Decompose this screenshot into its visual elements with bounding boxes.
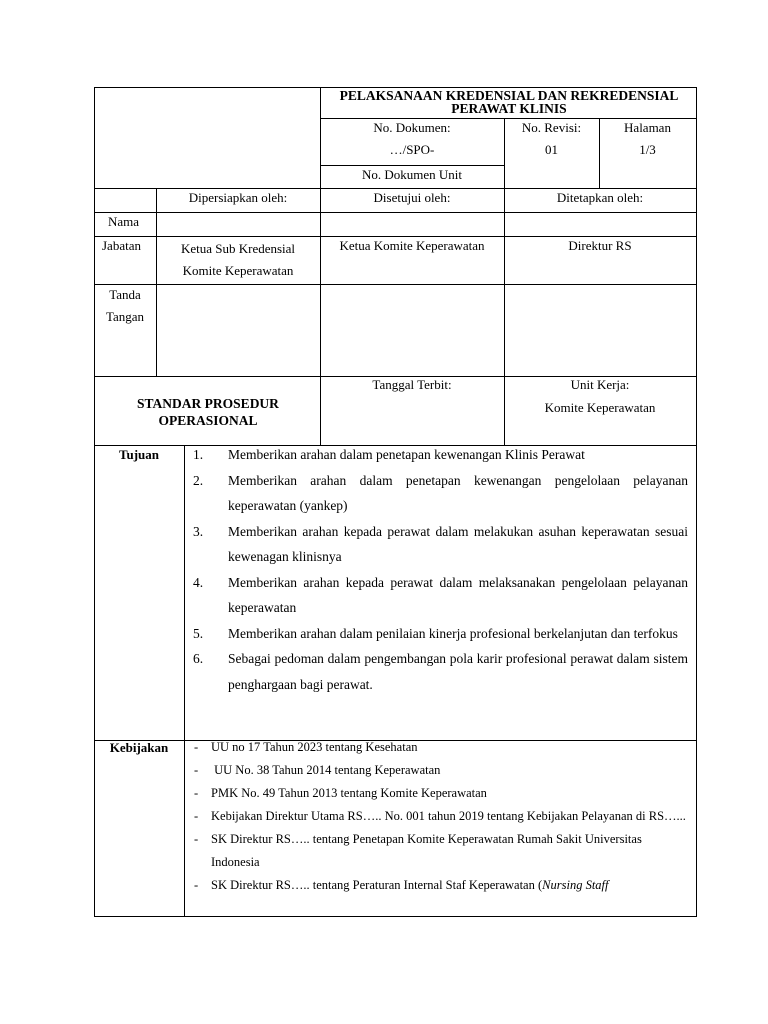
kebijakan-item	[186, 782, 686, 805]
tujuan-list	[186, 442, 688, 697]
kebijakan-item-dash: -	[194, 786, 199, 800]
section-label-divider	[184, 445, 185, 917]
unit-kerja-label: Unit Kerja:	[570, 377, 630, 392]
halaman-label: Halaman	[624, 120, 671, 135]
dokumen-unit-divider	[320, 165, 504, 166]
tujuan-item-number: 6.	[193, 651, 204, 666]
tujuan-item-text: Memberikan arahan kepada perawat dalam melaksanakan pengelolaan pelayanan keperawatan	[228, 574, 688, 615]
tujuan-item-text: Memberikan arahan kepada perawat dalam melakukan asuhan keperawatan sesuai kewenagan klinisnya	[228, 523, 688, 564]
nama-row-line	[94, 236, 697, 237]
label-col-divider	[156, 188, 157, 377]
kebijakan-item	[186, 874, 686, 897]
no-revisi-value: 01	[545, 142, 558, 157]
jabatan-label: Jabatan	[102, 238, 141, 253]
tanggal-terbit-label: Tanggal Terbit:	[372, 377, 452, 392]
table-border-left	[94, 87, 95, 917]
kebijakan-item-dash: -	[194, 878, 199, 892]
tujuan-item	[186, 570, 688, 621]
unit-kerja-value: Komite Keperawatan	[544, 400, 656, 415]
kebijakan-item-dash: -	[194, 809, 199, 823]
kebijakan-item-text: Kebijakan Direktur Utama RS….. No. 001 tahun 2019 tentang Kebijakan Pelayanan di RS…...	[211, 809, 686, 823]
kebijakan-item-text: SK Direktur RS….. tentang Penetapan Komite Keperawatan Rumah Sakit Universitas Indonesia	[211, 832, 645, 869]
kebijakan-item	[186, 805, 686, 828]
kebijakan-item-text: UU No. 38 Tahun 2014 tentang Keperawatan	[211, 763, 441, 777]
kebijakan-item-text: SK Direktur RS….. tentang Peraturan Internal Staf Keperawatan (	[211, 878, 543, 892]
tujuan-item	[186, 442, 688, 468]
dipersiapkan-label: Dipersiapkan oleh:	[188, 190, 288, 205]
tujuan-item-number: 1.	[193, 447, 204, 462]
jabatan-ditetapkan: Direktur RS	[568, 238, 632, 253]
jabatan-dipersiapkan: Ketua Sub Kredensial Komite Keperawatan	[180, 241, 296, 278]
halaman-value: 1/3	[639, 142, 656, 157]
tujuan-item-number: 5.	[193, 625, 204, 641]
kebijakan-item-text: PMK No. 49 Tahun 2013 tentang Komite Keperawatan	[211, 786, 487, 800]
tujuan-item	[186, 468, 688, 519]
tujuan-item-text: Memberikan arahan dalam penetapan kewenangan pengelolaan pelayanan keperawatan (yankep)	[228, 472, 688, 513]
kebijakan-item-dash: -	[194, 763, 199, 777]
tujuan-item-text: Sebagai pedoman dalam pengembangan pola karir profesional perawat dalam sistem penghargaan bagi perawat.	[228, 651, 688, 692]
jabatan-disetujui: Ketua Komite Keperawatan	[339, 238, 485, 253]
kebijakan-item-text: UU no 17 Tahun 2023 tentang Kesehatan	[211, 740, 418, 754]
tanda-tangan-label: Tanda Tangan	[105, 287, 145, 324]
table-border-right	[696, 87, 697, 917]
title-underline	[320, 118, 697, 119]
kebijakan-list	[186, 736, 686, 897]
header-bottom-line	[94, 188, 697, 189]
kebijakan-label: Kebijakan	[109, 740, 169, 755]
document-title: PELAKSANAAN KREDENSIAL DAN REKREDENSIAL PERAWAT KLINIS	[339, 88, 679, 116]
no-revisi-label: No. Revisi:	[521, 120, 582, 135]
approval-header-line	[94, 212, 697, 213]
tujuan-item-number: 2.	[193, 472, 204, 488]
no-dokumen-value: …/SPO-	[389, 142, 435, 157]
kebijakan-item-dash: -	[194, 832, 199, 846]
tujuan-item	[186, 646, 688, 697]
ditetapkan-label: Ditetapkan oleh:	[556, 190, 644, 205]
spo-label: STANDAR PROSEDUR OPERASIONAL	[137, 396, 279, 428]
tujuan-item	[186, 621, 688, 647]
kebijakan-item	[186, 736, 686, 759]
tujuan-item-text: Memberikan arahan dalam penetapan kewenangan Klinis Perawat	[228, 447, 585, 462]
kebijakan-item	[186, 759, 686, 782]
kebijakan-item-dash: -	[194, 740, 199, 754]
kebijakan-item-italic-text: Nursing Staff	[542, 878, 609, 892]
nama-label: Nama	[108, 214, 140, 229]
tujuan-item-number: 3.	[193, 523, 204, 539]
tujuan-item-text: Memberikan arahan dalam penilaian kinerja profesional berkelanjutan dan terfokus	[228, 625, 678, 641]
no-dokumen-label: No. Dokumen:	[373, 120, 451, 135]
disetujui-label: Disetujui oleh:	[373, 190, 451, 205]
jabatan-row-line	[94, 284, 697, 285]
tujuan-item-number: 4.	[193, 574, 204, 590]
tujuan-item	[186, 519, 688, 570]
kebijakan-item	[186, 828, 686, 874]
tujuan-label: Tujuan	[119, 447, 159, 462]
no-dokumen-unit-label: No. Dokumen Unit	[361, 167, 463, 182]
